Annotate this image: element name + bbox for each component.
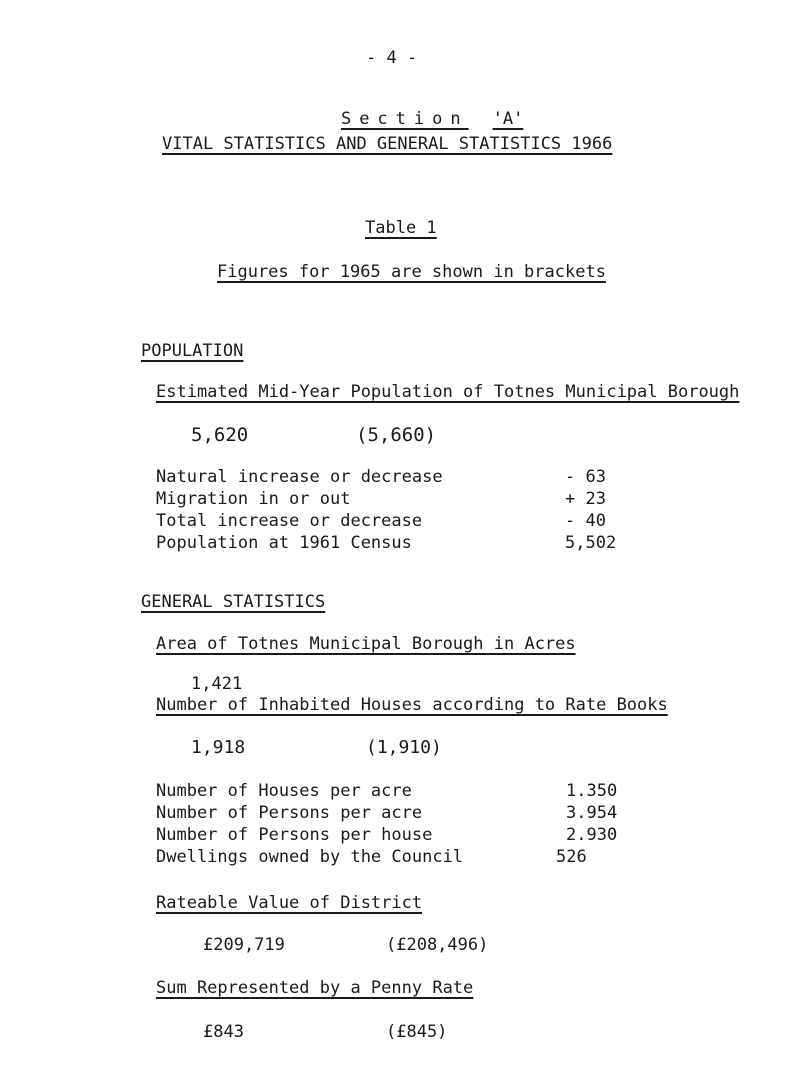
population-current: 5,620 (191, 424, 249, 446)
general-row-label: Number of Persons per acre (156, 803, 423, 823)
general-row-label: Number of Houses per acre (156, 781, 412, 801)
penny-current: £843 (203, 1022, 244, 1042)
area-heading: Area of Totnes Municipal Borough in Acres (156, 634, 576, 654)
area-value: 1,421 (191, 674, 243, 694)
population-row-value: + 23 (565, 489, 606, 509)
population-row-value: - 40 (565, 511, 606, 531)
rateable-previous: (£208,496) (386, 935, 489, 955)
general-row-value: 1.350 (566, 781, 618, 801)
population-row-value: - 63 (565, 467, 606, 487)
general-row-label: Number of Persons per house (156, 825, 433, 845)
page-number: - 4 - (366, 48, 418, 68)
population-row-value: 5,502 (565, 533, 617, 553)
general-row-label: Dwellings owned by the Council (156, 847, 464, 867)
main-title: VITAL STATISTICS AND GENERAL STATISTICS 1966 (162, 134, 613, 154)
general-row-value: 526 (556, 847, 587, 867)
table-title: Table 1 (365, 218, 437, 238)
population-previous: (5,660) (356, 424, 437, 446)
rateable-current: £209,719 (203, 935, 285, 955)
general-row-value: 3.954 (566, 803, 618, 823)
population-row-label: Migration in or out (156, 489, 351, 509)
section-word: Section (340, 109, 469, 129)
population-row-label: Population at 1961 Census (156, 533, 412, 553)
penny-heading: Sum Represented by a Penny Rate (156, 978, 474, 998)
general-row-value: 2.930 (566, 825, 618, 845)
table-note: Figures for 1965 are shown in brackets (217, 262, 606, 282)
population-row-label: Natural increase or decrease (156, 467, 443, 487)
penny-previous: (£845) (386, 1022, 448, 1042)
houses-heading: Number of Inhabited Houses according to Rate Books (156, 695, 668, 715)
population-row-label: Total increase or decrease (156, 511, 423, 531)
population-heading: POPULATION (141, 341, 244, 361)
section-letter: 'A' (492, 109, 524, 129)
population-subheading: Estimated Mid-Year Population of Totnes Municipal Borough (156, 382, 740, 402)
houses-previous: (1,910) (366, 737, 442, 758)
rateable-heading: Rateable Value of District (156, 893, 423, 913)
houses-current: 1,918 (191, 737, 246, 758)
general-heading: GENERAL STATISTICS (141, 592, 326, 612)
